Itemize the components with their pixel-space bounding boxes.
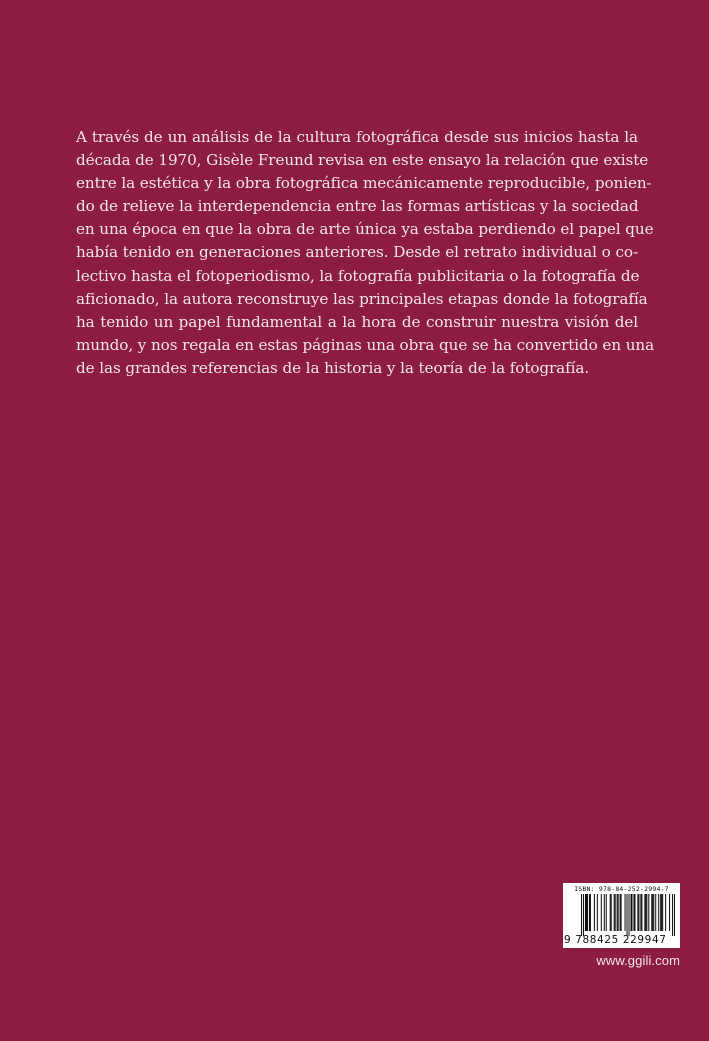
barcode-bar [617, 894, 618, 931]
barcode-bar [615, 894, 616, 931]
barcode-bar [644, 894, 645, 931]
barcode-bar [625, 894, 626, 931]
barcode-bar [658, 894, 659, 931]
barcode-bar [648, 894, 649, 931]
blurb-line: ha tenido un papel fundamental a la hora de construir nuestra visión del [76, 312, 638, 331]
barcode-bar [585, 894, 586, 931]
barcode-bar [630, 894, 631, 931]
barcode-bar [638, 894, 639, 931]
blurb-line: mundo, y nos regala en estas páginas una obra que se ha convertido en una [76, 335, 655, 354]
ean-digits: 9 788425 229947 [564, 934, 667, 946]
barcode-bar [621, 894, 622, 931]
blurb-line: década de 1970, Gisèle Freund revisa en este ensayo la relación que existe [76, 151, 649, 170]
barcode-bar [633, 894, 634, 931]
barcode-bar [646, 894, 647, 931]
barcode-bar [586, 894, 587, 931]
barcode-bar [601, 894, 602, 931]
barcode-bar [587, 894, 588, 931]
barcode-bar [611, 894, 612, 931]
isbn-label: ISBN: 978-84-252-2994-7 [574, 885, 669, 893]
barcode-bar [665, 894, 666, 931]
barcode-bar [610, 894, 611, 931]
barcode-bar [604, 894, 605, 931]
blurb-line: entre la estética y la obra fotográfica mecánicamente reproducible, ponien- [76, 174, 652, 193]
barcode-bar [672, 894, 673, 936]
barcode-bar [661, 894, 662, 931]
barcode-bar [651, 894, 652, 931]
back-cover-blurb [76, 126, 655, 380]
barcode-bar [655, 894, 656, 931]
barcode-bar [618, 894, 619, 931]
barcode-bar [614, 894, 615, 931]
barcode-bars [571, 894, 675, 936]
barcode-bar [581, 894, 582, 936]
barcode-bar [652, 894, 653, 931]
barcode-bar [589, 894, 590, 931]
barcode-bar [662, 894, 663, 931]
barcode-bar [597, 894, 598, 931]
isbn-barcode [563, 883, 680, 948]
barcode-bar [641, 894, 642, 931]
blurb-line: aficionado, la autora reconstruye las principales etapas donde la fotografía [76, 289, 648, 308]
blurb-line: había tenido en generaciones anteriores. Desde el retrato individual o co- [76, 243, 638, 262]
barcode-bar [631, 894, 632, 931]
barcode-bar [583, 894, 584, 936]
blurb-line: de las grandes referencias de la historia y la teoría de la fotografía. [76, 358, 590, 377]
blurb-line: A través de un análisis de la cultura fotográfica desde sus inicios hasta la [76, 128, 638, 146]
barcode-bar [645, 894, 646, 931]
barcode-bar [669, 894, 670, 931]
barcode-bar [634, 894, 635, 931]
barcode-bar [637, 894, 638, 931]
barcode-bar [640, 894, 641, 931]
publisher-website: www.ggili.com [596, 953, 680, 968]
barcode-bar [628, 894, 629, 936]
barcode-bar [660, 894, 661, 931]
barcode-bar [627, 894, 628, 936]
barcode-bar [653, 894, 654, 931]
barcode-bar [606, 894, 607, 931]
barcode-bar [590, 894, 591, 931]
blurb-line: en una época en que la obra de arte única ya estaba perdiendo el papel que [76, 220, 654, 239]
barcode-bar [674, 894, 675, 936]
barcode-bar [594, 894, 595, 931]
blurb-line: lectivo hasta el fotoperiodismo, la fotografía publicitaria o la fotografía de [76, 266, 640, 285]
blurb-line: do de relieve la interdependencia entre las formas artísticas y la sociedad [76, 197, 639, 216]
barcode-bar [620, 894, 621, 931]
